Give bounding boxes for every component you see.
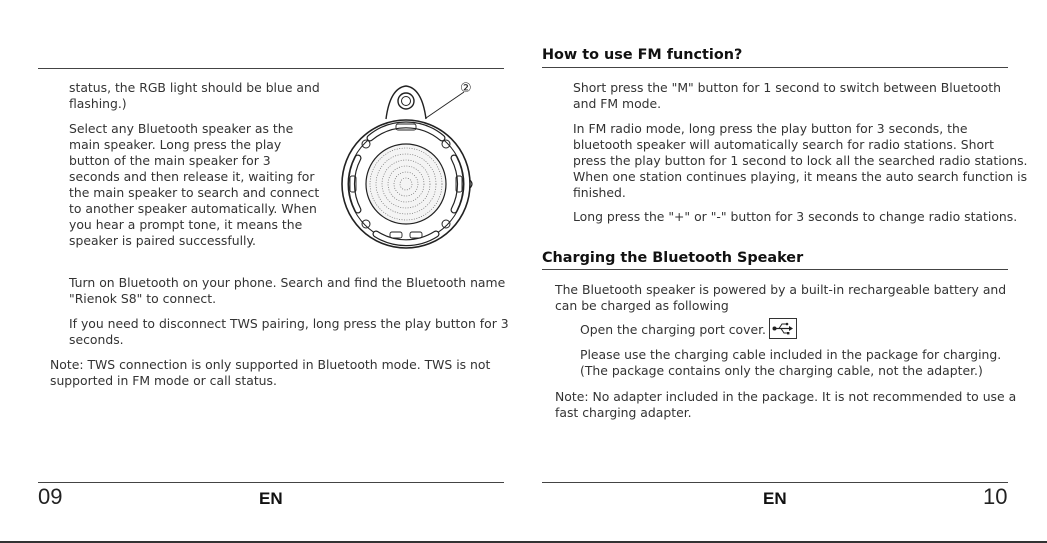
charging-step-2 (580, 347, 1001, 379)
tws-note-paragraph (50, 357, 490, 389)
text-line: flashing.) (69, 96, 127, 111)
text-line: bluetooth speaker will automatically search for radio stations. Short (573, 137, 995, 152)
text-line: In FM radio mode, long press the play button for 3 seconds, the (573, 121, 968, 136)
text-line: can be charged as following (555, 298, 729, 313)
fm-paragraph-3 (573, 209, 1017, 225)
usb-icon (769, 318, 797, 339)
speaker-illustration (340, 76, 480, 260)
text-line: main speaker. Long press the play (69, 137, 282, 152)
text-line: the main speaker to search and connect (69, 185, 320, 200)
charging-note-paragraph (555, 389, 1016, 421)
text-line: Short press the "M" button for 1 second to switch between Bluetooth (573, 80, 1001, 95)
text-line: you hear a prompt tone, it means the (69, 217, 303, 232)
turn-on-bluetooth-paragraph (69, 275, 505, 307)
text-line: Long press the "+" or "-" button for 3 seconds to change radio stations. (573, 209, 1018, 224)
text-line: button of the main speaker for 3 (69, 153, 271, 168)
text-line: status, the RGB light should be blue and (69, 80, 320, 95)
figure-callout-number: ② (460, 81, 472, 96)
text-line: The Bluetooth speaker is powered by a built-in rechargeable battery and (555, 282, 1007, 297)
text-line: Select any Bluetooth speaker as the (69, 121, 294, 136)
text-line: When one station continues playing, it means the auto search function is (573, 169, 1028, 184)
text-line: seconds. (69, 332, 124, 347)
charging-intro-paragraph (555, 282, 1006, 314)
text-line: Note: TWS connection is only supported in Bluetooth mode. TWS is not (50, 357, 491, 372)
text-line: If you need to disconnect TWS pairing, long press the play button for 3 (69, 316, 509, 331)
right-bottom-rule (542, 482, 1008, 483)
fm-paragraph-1 (573, 80, 1001, 112)
left-bottom-rule (38, 482, 504, 483)
text-line: Turn on Bluetooth on your phone. Search and find the Bluetooth name (69, 275, 506, 290)
language-label-left: EN (259, 489, 283, 508)
text-line: seconds and then release it, waiting for (69, 169, 315, 184)
charging-heading: Charging the Bluetooth Speaker (542, 250, 804, 266)
disconnect-tws-paragraph (69, 316, 509, 348)
text-line: fast charging adapter. (555, 405, 692, 420)
text-line: and FM mode. (573, 96, 662, 111)
fm-paragraph-2 (573, 121, 1028, 201)
text-line: Please use the charging cable included in the package for charging. (580, 347, 1002, 362)
text-line: speaker is paired successfully. (69, 233, 256, 248)
text-line: supported in FM mode or call status. (50, 373, 277, 388)
text-line: to another speaker automatically. When (69, 201, 317, 216)
language-label-right: EN (763, 489, 787, 508)
text-line: (The package contains only the charging cable, not the adapter.) (580, 363, 983, 378)
page-number-left: 09 (38, 484, 63, 509)
fm-function-heading: How to use FM function? (542, 47, 743, 63)
select-speaker-paragraph (69, 121, 319, 249)
text-line: Note: No adapter included in the package. It is not recommended to use a (555, 389, 1017, 404)
charging-heading-rule (542, 269, 1008, 270)
text-line: press the play button for 1 second to lock all the searched radio stations. (573, 153, 1028, 168)
text-line: finished. (573, 185, 626, 200)
charging-step-1 (580, 318, 797, 341)
text-line: "Rienok S8" to connect. (69, 291, 217, 306)
left-intro-paragraph (69, 80, 320, 112)
page-number-right: 10 (983, 484, 1008, 509)
fm-heading-rule (542, 67, 1008, 68)
text-line: Open the charging port cover. (580, 322, 766, 337)
left-top-rule (38, 68, 504, 69)
